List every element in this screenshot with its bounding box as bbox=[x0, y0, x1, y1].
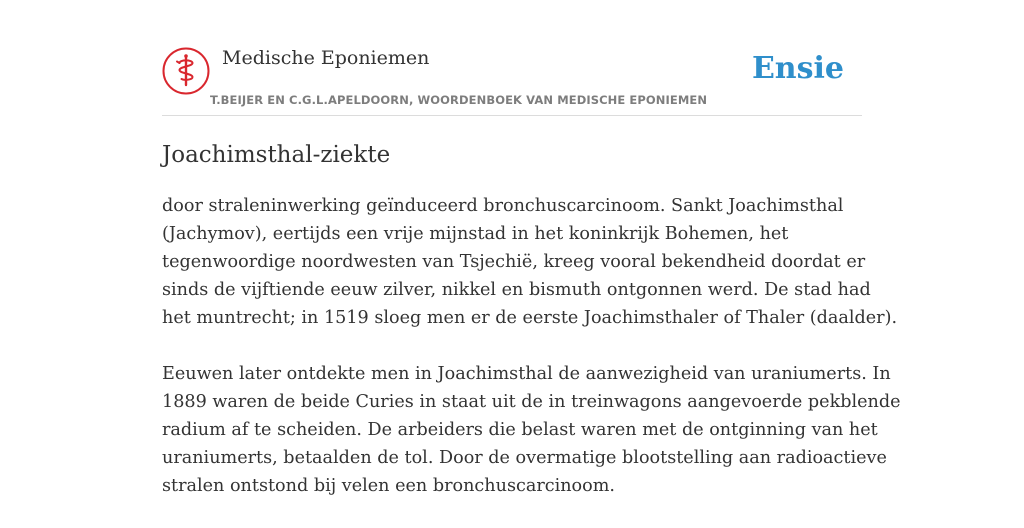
text-line: 1889 waren de beide Curies in staat uit de in treinwagons aangevoerde pekblende bbox=[162, 392, 901, 412]
text-line: sinds de vijftiende eeuw zilver, nikkel en bismuth ontgonnen werd. De stad had bbox=[162, 280, 871, 300]
text-line: tegenwoordige noordwesten van Tsjechië, kreeg vooral bekendheid doordat er bbox=[162, 252, 866, 272]
text-line: radium af te scheiden. De arbeiders die belast waren met de ontginning van het bbox=[162, 420, 878, 440]
caduceus-icon[interactable] bbox=[162, 47, 210, 95]
paragraph bbox=[162, 192, 898, 332]
source-title[interactable]: Medische Eponiemen bbox=[222, 47, 430, 69]
article-page bbox=[162, 0, 901, 512]
source-header bbox=[162, 46, 862, 116]
text-line: door straleninwerking geïnduceerd bronchuscarcinoom. Sankt Joachimsthal bbox=[162, 196, 844, 216]
source-author: T.BEIJER EN C.G.L.APELDOORN, WOORDENBOEK VAN MEDISCHE EPONIEMEN bbox=[210, 93, 708, 107]
text-line: (Jachymov), eertijds een vrije mijnstad in het koninkrijk Bohemen, het bbox=[162, 224, 789, 244]
brand-logo[interactable]: Ensie bbox=[751, 51, 844, 86]
text-line: Eeuwen later ontdekte men in Joachimsthal de aanwezigheid van uraniumerts. In bbox=[162, 364, 891, 384]
entry-body bbox=[162, 192, 901, 528]
text-line: stralen ontstond bij velen een bronchuscarcinoom. bbox=[162, 476, 615, 496]
paragraph bbox=[162, 360, 901, 500]
text-line: het muntrecht; in 1519 sloeg men er de eerste Joachimsthaler of Thaler (daalder). bbox=[162, 308, 898, 328]
header-divider bbox=[162, 115, 862, 116]
text-line: uraniumerts, betaalden de tol. Door de overmatige blootstelling aan radioactieve bbox=[162, 448, 887, 468]
entry-title: Joachimsthal-ziekte bbox=[162, 142, 391, 168]
